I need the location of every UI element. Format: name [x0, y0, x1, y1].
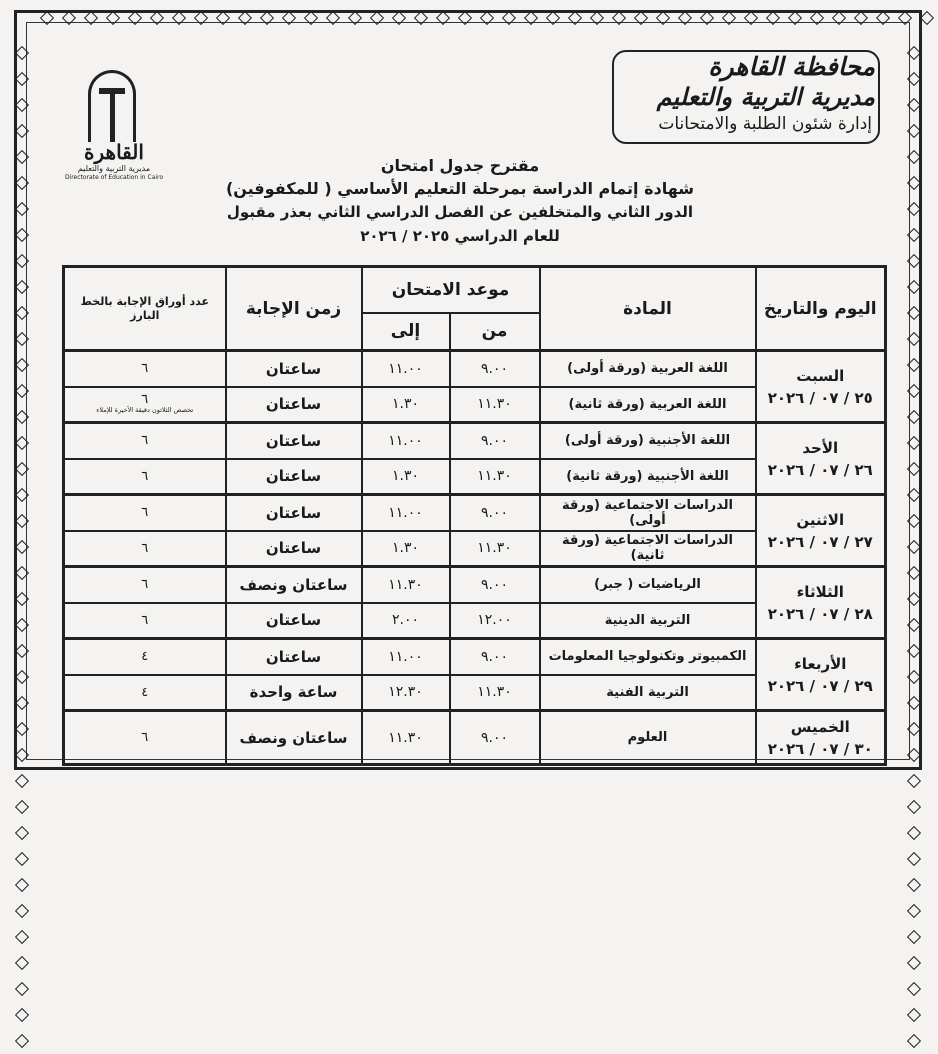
day-cell: الأربعاء ٢٩ / ٠٧ / ٢٠٢٦: [756, 639, 886, 711]
exam-schedule-table: [62, 265, 887, 766]
table-row: الأحد ٢٦ / ٠٧ / ٢٠٢٦ اللغة الأجنبية (ورقة أولى) ٩.٠٠ ١١.٠٠ ساعتان ٦: [64, 423, 886, 459]
dictation-note: تخصص الثلاثون دقيقة الأخيرة للإملاء: [96, 406, 194, 415]
governorate-title: محافظة القاهرة: [708, 52, 875, 81]
logo-english: Directorate of Education in Cairo: [64, 174, 164, 181]
table-row: التربية الدينية ١٢.٠٠ ٢.٠٠ ساعتان ٦: [64, 603, 886, 639]
header-duration: زمن الإجابة: [226, 267, 362, 351]
header-from: من: [450, 313, 540, 351]
day-cell: الثلاثاء ٢٨ / ٠٧ / ٢٠٢٦: [756, 567, 886, 639]
day-cell: الاثنين ٢٧ / ٠٧ / ٢٠٢٦: [756, 495, 886, 567]
table-row: الأربعاء ٢٩ / ٠٧ / ٢٠٢٦ الكمبيوتر وتكنولوجيا المعلومات ٩.٠٠ ١١.٠٠ ساعتان ٤: [64, 639, 886, 675]
doc-title-1: مقترح جدول امتحان: [380, 156, 540, 175]
border-ornament-top: [36, 13, 938, 23]
header-to: إلى: [362, 313, 450, 351]
table-row: التربية الفنية ١١.٣٠ ١٢.٣٠ ساعة واحدة ٤: [64, 675, 886, 711]
table-row: الخميس ٣٠ / ٠٧ / ٢٠٢٦ العلوم ٩.٠٠ ١١.٣٠ ساعتان ونصف ٦: [64, 711, 886, 765]
logo-name: القاهرة: [84, 140, 144, 164]
department-title: إدارة شئون الطلبة والامتحانات: [658, 114, 872, 134]
header-sheets: عدد أوراق الإجابة بالخط البارز: [64, 267, 226, 351]
border-ornament-left: [17, 40, 27, 1054]
day-cell: الخميس ٣٠ / ٠٧ / ٢٠٢٦: [756, 711, 886, 765]
logo-subtitle: مديرية التربية والتعليم: [77, 164, 151, 173]
table-row: الثلاثاء ٢٨ / ٠٧ / ٢٠٢٦ الرياضيات ( جبر) ٩.٠٠ ١١.٣٠ ساعتان ونصف ٦: [64, 567, 886, 603]
border-ornament-right: [909, 40, 919, 1054]
doc-title-2: شهادة إتمام الدراسة بمرحلة التعليم الأساسي ( للمكفوفين): [225, 179, 695, 198]
day-cell: الأحد ٢٦ / ٠٧ / ٢٠٢٦: [756, 423, 886, 495]
header-day-date: اليوم والتاريخ: [756, 267, 886, 351]
table-row: اللغة العربية (ورقة ثانية) ١١.٣٠ ١.٣٠ ساعتان ٦ تخصص الثلاثون دقيقة الأخيرة للإملاء: [64, 387, 886, 423]
header-subject: المادة: [540, 267, 756, 351]
table-row: السبت ٢٥ / ٠٧ / ٢٠٢٦ اللغة العربية (ورقة أولى) ٩.٠٠ ١١.٠٠ ساعتان ٦: [64, 351, 886, 387]
table-row: الدراسات الاجتماعية (ورقة ثانية) ١١.٣٠ ١.٣٠ ساعتان ٦: [64, 531, 886, 567]
table-row: اللغة الأجنبية (ورقة ثانية) ١١.٣٠ ١.٣٠ ساعتان ٦: [64, 459, 886, 495]
table-row: الاثنين ٢٧ / ٠٧ / ٢٠٢٦ الدراسات الاجتماعية (ورقة أولى) ٩.٠٠ ١١.٠٠ ساعتان ٦: [64, 495, 886, 531]
day-cell: السبت ٢٥ / ٠٧ / ٢٠٢٦: [756, 351, 886, 423]
doc-title-3: الدور الثاني والمتخلفين عن الفصل الدراسي الثاني بعذر مقبول: [226, 203, 694, 221]
header-exam-time: موعد الامتحان: [362, 267, 540, 313]
directorate-title: مديرية التربية والتعليم: [656, 82, 875, 111]
doc-title-4: للعام الدراسي ٢٠٢٥ / ٢٠٢٦: [360, 227, 560, 245]
